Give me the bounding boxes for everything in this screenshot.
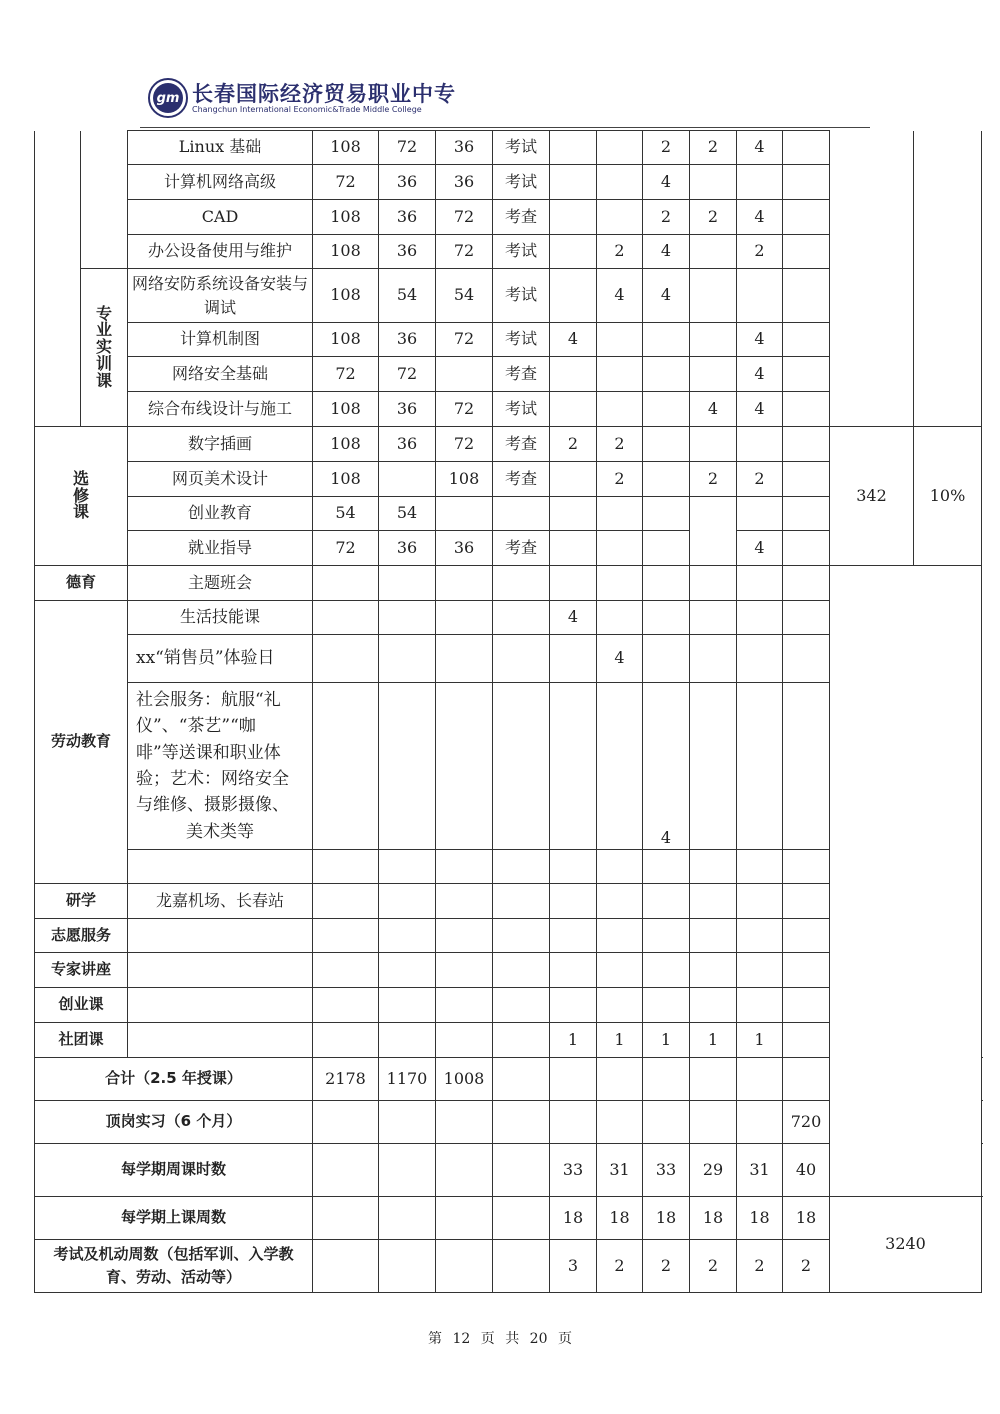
sem-4 [690,566,737,601]
sem-4: 2 [690,200,737,235]
hours-theory [379,566,436,601]
course-name: 综合布线设计与施工 [128,392,313,427]
sem-1 [550,131,597,165]
school-name-cn: 长春国际经济贸易职业中专 [192,82,456,106]
sem-5: 4 [737,531,783,566]
hours-total [313,683,379,850]
sem-6 [783,683,830,850]
sem-4 [690,269,737,323]
sem-6: 720 [783,1101,830,1144]
sem-3 [643,462,690,497]
sem-1: 1 [550,1023,597,1058]
hours-total: 108 [313,235,379,269]
hours-practice: 72 [436,200,493,235]
sem-4 [690,635,737,683]
hours-total [313,601,379,635]
course-name-line: 仪”、“茶艺”“咖 [136,716,256,737]
sem-1 [550,635,597,683]
course-name: 网络安全基础 [128,357,313,392]
volunteer-label: 志愿服务 [35,919,128,953]
sem-5 [737,566,783,601]
sem-2 [597,683,643,850]
hours-total: 54 [313,497,379,531]
page-number: 12 [452,1331,471,1347]
sem-6: 2 [783,1239,830,1292]
sem-6: 18 [783,1196,830,1239]
hours-practice [436,566,493,601]
hours-theory: 54 [379,497,436,531]
hours-practice [436,497,493,531]
sem-6 [783,131,830,165]
assessment [493,635,550,683]
labor-education-label: 劳动教育 [35,601,128,884]
hours-total [313,635,379,683]
assessment [493,601,550,635]
assessment [493,683,550,850]
sem-2: 2 [597,462,643,497]
sem-5: 31 [737,1144,783,1197]
logo-mark: gm [153,83,183,113]
sem-4 [690,427,737,462]
hours-total: 108 [313,392,379,427]
blank-right-a [830,566,914,1197]
assessment: 考查 [493,200,550,235]
sem-2: 2 [597,427,643,462]
hours-practice [436,635,493,683]
hours-theory [379,683,436,850]
sem-4: 2 [690,462,737,497]
assessment [493,566,550,601]
assessment [493,850,550,884]
course-name: CAD [128,200,313,235]
entrepreneurship-label: 创业课 [35,988,128,1023]
hours-theory: 36 [379,531,436,566]
footer-text: 共 [505,1331,520,1347]
sem-5: 2 [737,1239,783,1292]
sem-1 [550,462,597,497]
sem-6 [783,497,830,531]
sem-2 [597,531,643,566]
sem-1 [550,566,597,601]
sem-1 [550,531,597,566]
group-hours-blank [830,131,914,427]
hours-theory [379,601,436,635]
sem-3: 33 [643,1144,690,1197]
sem-3 [643,427,690,462]
elective-label: 选修课 [35,427,128,566]
hours-theory: 36 [379,427,436,462]
sem-4 [690,601,737,635]
internship-label: 顶岗实习（6 个月） [35,1101,313,1144]
sem-2: 4 [597,635,643,683]
sem-3: 4 [643,269,690,323]
hours-total: 108 [313,131,379,165]
footer-text: 页 [480,1331,495,1347]
sem-1: 4 [550,323,597,357]
hours-total [313,850,379,884]
sem-6 [783,392,830,427]
assessment: 考查 [493,462,550,497]
course-name: Linux 基础 [128,131,313,165]
total-label: 合计（2.5 年授课） [35,1058,313,1101]
sem-3: 4 [643,165,690,200]
sem-4: 2 [690,1239,737,1292]
hours-theory [379,462,436,497]
teaching-weeks-label: 每学期上课周数 [35,1196,313,1239]
study-tour-label: 研学 [35,884,128,919]
course-name: 数字插画 [128,427,313,462]
sem-1 [550,392,597,427]
sem-3 [643,323,690,357]
page-header [140,72,870,130]
hours-total: 108 [313,269,379,323]
sem-1 [550,497,597,531]
course-name-line: 啡”等送课和职业体 [136,742,281,763]
course-name-line: 社会服务：航服“礼 [136,690,281,710]
sem-5 [737,497,783,531]
sem-4 [690,235,737,269]
sem-2 [597,323,643,357]
sem-3: 1 [643,1023,690,1058]
sem-1 [550,165,597,200]
sem-6 [783,462,830,497]
hours-practice [436,601,493,635]
hours-total: 72 [313,531,379,566]
sem-6 [783,200,830,235]
course-name: 计算机制图 [128,323,313,357]
sem-6 [783,635,830,683]
sem-4 [690,850,737,884]
hours-theory: 36 [379,235,436,269]
sem-4: 29 [690,1144,737,1197]
course-name: 网络安防系统设备安装与调试 [128,269,313,323]
sem-5: 1 [737,1023,783,1058]
sem-6 [783,165,830,200]
hours-practice: 72 [436,392,493,427]
hours-practice [436,850,493,884]
sem-6 [783,269,830,323]
curriculum-table [34,130,982,1293]
sem-6 [783,235,830,269]
course-name-line: 与维修、摄影摄像、 [136,795,289,816]
hours-practice: 36 [436,131,493,165]
hours-total: 108 [313,427,379,462]
hours-practice: 108 [436,462,493,497]
hours-practice: 36 [436,531,493,566]
hours-practice: 36 [436,165,493,200]
sem-2 [597,131,643,165]
sem-1: 4 [550,601,597,635]
sem-3 [643,601,690,635]
sem-3: 4 [643,235,690,269]
hours-practice: 72 [436,427,493,462]
page-footer [0,1328,1000,1348]
hours-practice [436,683,493,850]
course-name: 创业教育 [128,497,313,531]
sem-3: 2 [643,131,690,165]
sem-4: 1 [690,1023,737,1058]
school-name-en: Changchun International Economic&Trade Middle College [192,105,422,114]
expert-lecture-label: 专家讲座 [35,953,128,988]
course-name [128,850,313,884]
course-name-multiline [128,683,313,850]
hours-theory: 54 [379,269,436,323]
hours-practice: 72 [436,323,493,357]
sem-5: 4 [737,392,783,427]
club-label: 社团课 [35,1023,128,1058]
course-name: 就业指导 [128,531,313,566]
sem-5: 18 [737,1196,783,1239]
sem-2 [597,165,643,200]
hours-total: 2178 [313,1058,379,1101]
sem-1 [550,683,597,850]
assessment: 考查 [493,357,550,392]
sem-5: 4 [737,357,783,392]
sem-6 [783,1023,830,1058]
sem-6 [783,601,830,635]
header-rule [140,127,870,128]
course-name-line: 美术类等 [186,821,254,842]
assessment: 考试 [493,269,550,323]
hours-total [313,566,379,601]
hours-theory: 36 [379,165,436,200]
sem-3 [643,392,690,427]
sem-5 [737,269,783,323]
sem-4: 2 [690,131,737,165]
course-name: 计算机网络高级 [128,165,313,200]
hours-practice: 72 [436,235,493,269]
total-pages: 20 [529,1331,548,1347]
sem-5: 2 [737,235,783,269]
assessment: 考试 [493,131,550,165]
hours-total: 72 [313,357,379,392]
hours-practice: 54 [436,269,493,323]
sem-3 [643,850,690,884]
hours-theory: 72 [379,357,436,392]
assessment: 考试 [493,392,550,427]
elective-hours-total: 342 [830,427,914,566]
hours-total: 108 [313,323,379,357]
hours-total: 108 [313,462,379,497]
course-name: 网页美术设计 [128,462,313,497]
sem-5 [737,850,783,884]
course-name-line: 验；艺术：网络安全 [136,769,289,790]
table-row [35,427,982,462]
sem-2: 4 [597,269,643,323]
sem-6 [783,323,830,357]
sem-3 [643,497,690,531]
assessment [493,497,550,531]
hours-total: 72 [313,165,379,200]
sem-5 [737,635,783,683]
table-row [35,566,982,601]
sem-2: 2 [597,1239,643,1292]
sem-3: 4 [643,683,690,850]
assessment: 考试 [493,165,550,200]
sem-3 [643,635,690,683]
sem-2 [597,601,643,635]
sem-5 [737,601,783,635]
sem-6: 40 [783,1144,830,1197]
sem-4 [690,323,737,357]
sem-6 [783,357,830,392]
sem-1 [550,200,597,235]
hours-theory [379,635,436,683]
grand-total-hours: 3240 [830,1196,982,1292]
sem-2: 1 [597,1023,643,1058]
hours-theory: 72 [379,131,436,165]
assessment: 考查 [493,531,550,566]
subcategory-cell-blank [81,131,128,269]
sem-5: 4 [737,200,783,235]
sem-3 [643,357,690,392]
hours-theory: 36 [379,392,436,427]
hours-theory [379,850,436,884]
sem-4 [690,683,737,850]
category-cell-blank [35,131,81,427]
sem-5 [737,683,783,850]
footer-text: 第 [428,1331,443,1347]
sem-2: 2 [597,235,643,269]
sem-1: 2 [550,427,597,462]
sem-2 [597,392,643,427]
sem-5 [737,165,783,200]
sem-5: 2 [737,462,783,497]
assessment: 考查 [493,427,550,462]
sem-2: 18 [597,1196,643,1239]
sem-4: 18 [690,1196,737,1239]
hours-theory: 36 [379,200,436,235]
sem-5 [737,427,783,462]
exam-weeks-label: 考试及机动周数（包括军训、入学教育、劳动、活动等） [35,1239,313,1292]
course-name: 主题班会 [128,566,313,601]
sem-6 [783,531,830,566]
hours-practice [436,357,493,392]
hours-practice: 1008 [436,1058,493,1101]
subcategory-label: 专业实训课 [81,269,128,427]
sem-2 [597,357,643,392]
group-pct-blank [914,131,982,427]
sem-1 [550,269,597,323]
course-name: 办公设备使用与维护 [128,235,313,269]
course-name: 生活技能课 [128,601,313,635]
blank-right-b [914,566,982,1197]
assessment: 考试 [493,235,550,269]
sem-1 [550,850,597,884]
sem-3 [643,531,690,566]
sem-4 [690,497,737,566]
sem-6 [783,566,830,601]
course-name: 龙嘉机场、长春站 [128,884,313,919]
summary-row [35,1196,982,1239]
table-row [35,131,982,165]
sem-3: 18 [643,1196,690,1239]
sem-2 [597,850,643,884]
sem-3: 2 [643,1239,690,1292]
sem-5: 4 [737,323,783,357]
sem-2: 31 [597,1144,643,1197]
elective-percentage: 10% [914,427,982,566]
sem-2 [597,200,643,235]
sem-3: 2 [643,200,690,235]
school-logo [148,78,188,118]
sem-4: 4 [690,392,737,427]
sem-2 [597,497,643,531]
sem-1: 33 [550,1144,597,1197]
sem-3 [643,566,690,601]
hours-theory: 36 [379,323,436,357]
sem-4 [690,357,737,392]
sem-1 [550,357,597,392]
sem-6 [783,850,830,884]
assessment: 考试 [493,323,550,357]
moral-education-label: 德育 [35,566,128,601]
sem-1: 18 [550,1196,597,1239]
sem-2 [597,566,643,601]
course-name: xx“销售员”体验日 [128,635,313,683]
hours-total: 108 [313,200,379,235]
footer-text: 页 [557,1331,572,1347]
sem-4 [690,165,737,200]
sem-1: 3 [550,1239,597,1292]
sem-1 [550,235,597,269]
weekly-hours-label: 每学期周课时数 [35,1144,313,1197]
sem-6 [783,427,830,462]
sem-5: 4 [737,131,783,165]
hours-theory: 1170 [379,1058,436,1101]
